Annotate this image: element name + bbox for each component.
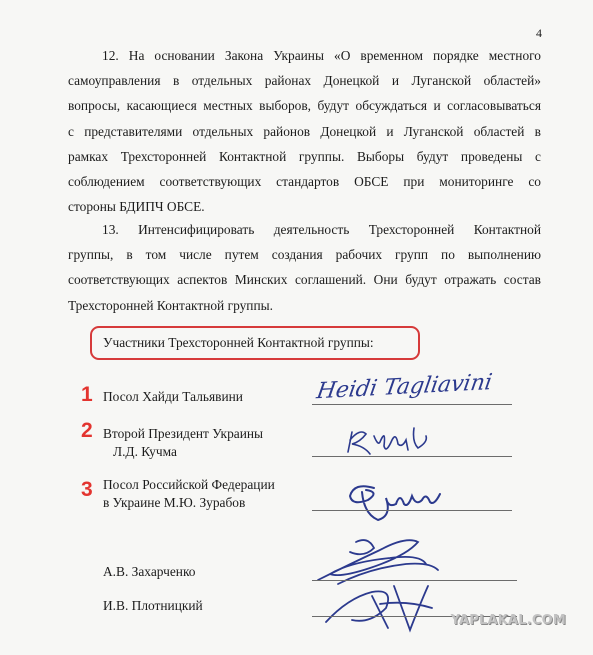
text-line: стороны БДИПЧ ОБСЕ. [68, 199, 205, 215]
text-line: группы, в том числе путем создания рабочих групп по выполнению [68, 247, 541, 263]
signatory-4-name [103, 563, 196, 581]
signatory-name-line: Л.Д. Кучма [113, 444, 177, 459]
participants-heading-text: Участники Трехсторонней Контактной группы: [103, 335, 374, 350]
watermark: YAPLAKAL.COM [450, 613, 566, 628]
signature-plotnitsky [320, 574, 450, 636]
signatory-name-line: в Украине М.Ю. Зурабов [103, 495, 246, 510]
text-line: соблюдением соответствующих стандартов ОБСЕ при мониторинге со [68, 174, 541, 190]
signatory-name-line: Второй Президент Украины [103, 426, 264, 441]
text-line: Трехсторонней Контактной группы. [68, 297, 273, 313]
text-line: самоуправления в отдельных районах Донецкой и Луганской областей» [68, 73, 541, 89]
signature-line-2 [312, 456, 512, 457]
signature-zurabov [340, 470, 450, 528]
text-line: рамках Трехсторонней Контактной группы. Выборы будут проведены с [68, 148, 541, 164]
signatory-3-name [103, 476, 275, 512]
signatory-name-line: А.В. Захарченко [103, 564, 196, 579]
signatory-name-line: Посол Хайди Тальявини [103, 389, 243, 404]
signature-line-3 [312, 510, 512, 511]
signatory-5-name [103, 597, 203, 615]
marker-2: 2 [81, 419, 93, 442]
signatory-name-line: И.В. Плотницкий [103, 598, 203, 613]
paragraph-13 [68, 217, 541, 318]
text-line: вопросы, касающиеся местных выборов, будут обсуждаться и согласовываться [68, 98, 541, 114]
text-line: 13. Интенсифицировать деятельность Трехсторонней Контактной [102, 222, 541, 237]
page-number: 4 [536, 26, 542, 40]
marker-1: 1 [81, 383, 93, 406]
paragraph-12 [68, 43, 541, 219]
signatory-name-line: Посол Российской Федерации [103, 477, 275, 492]
text-line: 12. На основании Закона Украины «О временном порядке местного [102, 48, 541, 63]
marker-3: 3 [81, 478, 93, 501]
signature-line-1 [312, 404, 512, 405]
signature-text: Heidi Tagliavini [314, 369, 494, 405]
participants-heading [90, 326, 420, 360]
signature-kuchma [340, 418, 450, 458]
signatory-1-name [103, 388, 243, 406]
text-line: с представителями отдельных районов Донецкой и Луганской областей в [68, 123, 541, 139]
signatory-2-name [103, 425, 263, 461]
text-line: соответствующих аспектов Минских соглашений. Они будут отражать состав [68, 272, 541, 288]
